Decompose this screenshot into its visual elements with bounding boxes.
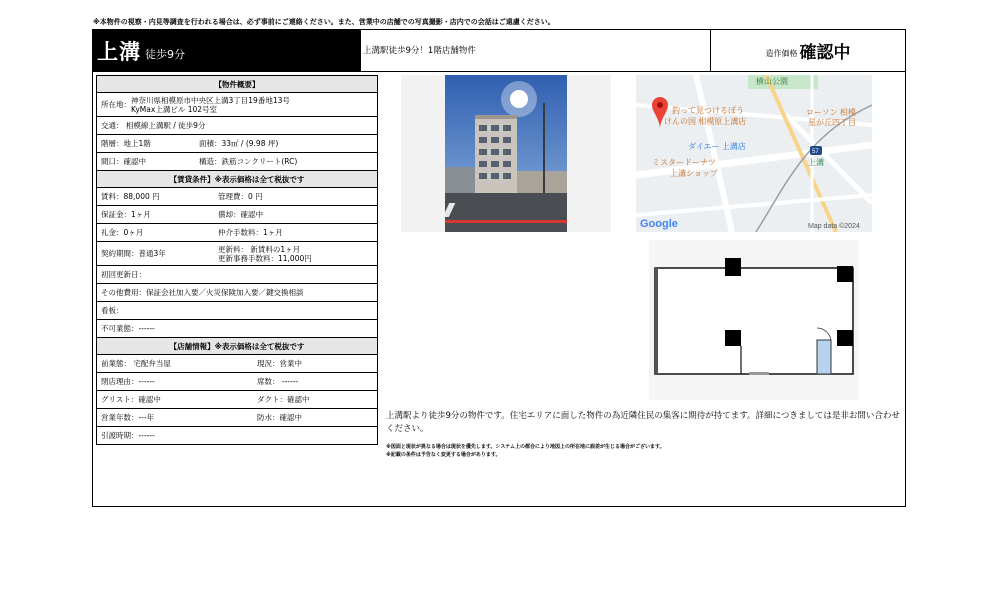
- price-value: 確認中: [799, 43, 851, 63]
- price-label: 造作価格: [765, 48, 798, 58]
- address-value: [131, 96, 290, 114]
- structure: 構造：鉄筋コンクリート(RC): [199, 157, 298, 166]
- station-name: 上溝: [97, 39, 141, 64]
- map-label-hoshigaoka: 星が丘四丁目: [808, 118, 856, 127]
- map-label-lawson: ローソン 相模: [806, 108, 856, 117]
- rent-row: [97, 188, 377, 206]
- map-label-kamimizo: 上溝: [808, 158, 824, 167]
- map-label-daiei: ダイエー 上溝店: [688, 142, 746, 151]
- duct: ダクト：確認中: [257, 395, 310, 404]
- key-money: 礼金：0ヶ月: [101, 228, 144, 237]
- catch-copy: 上溝駅徒歩9分！1階店舗物件: [361, 30, 711, 71]
- handover-row: [97, 427, 377, 445]
- spec-table: [96, 75, 378, 445]
- key-money-row: [97, 224, 377, 242]
- traffic-row: [97, 117, 377, 135]
- disclaimer-notes: [386, 443, 665, 459]
- overview-title: 【物件概要】: [97, 76, 377, 93]
- map-route-57: 57: [812, 149, 819, 155]
- not-allowed: 不可業態：------: [101, 324, 155, 333]
- floor: 階層：地上1階: [101, 139, 151, 148]
- seats: 席数： ------: [257, 377, 299, 386]
- walk-time: 徒歩9分: [145, 47, 185, 61]
- station-block: [93, 30, 361, 71]
- map-label-misdo1: ミスタードーナツ: [652, 158, 716, 167]
- first-renewal-row: [97, 266, 377, 284]
- opening: 間口：確認中: [101, 157, 146, 166]
- amortization: 償却：確認中: [218, 210, 263, 219]
- map-label-park: 横山公園: [756, 77, 788, 86]
- area-map: [636, 75, 872, 232]
- address-line2: KyMax上溝ビル 102号室: [131, 104, 218, 114]
- management-fee: 管理費：0 円: [218, 192, 263, 201]
- waterproof: 防水：確認中: [257, 413, 302, 422]
- price-block: [711, 30, 905, 71]
- handover: 引渡時期：------: [101, 431, 155, 440]
- map-label-shop1: 釣って見つけるぼう: [672, 106, 744, 115]
- prev-business-row: [97, 355, 377, 373]
- other-costs: その他費用：保証会社加入要／火災保険加入要／鍵交換相談: [101, 288, 304, 297]
- brokerage-fee: 仲介手数料：1ヶ月: [218, 228, 283, 237]
- area: 面積：33㎡ / (9.98 坪): [199, 139, 279, 148]
- map-credit: Map data ©2024: [808, 223, 860, 230]
- deposit: 保証金：1ヶ月: [101, 210, 151, 219]
- closing-reason: 閉店理由：------: [101, 377, 155, 386]
- opening-structure-row: [97, 153, 377, 171]
- signboard-row: [97, 302, 377, 320]
- note-2: ※記載の条件は予告なく変更する場合があります。: [386, 452, 501, 458]
- building-photo: [401, 75, 611, 232]
- current-status: 現況：営業中: [257, 359, 302, 368]
- years-row: [97, 409, 377, 427]
- business-years: 営業年数：---年: [101, 413, 155, 422]
- rent: 賃料：88,000 円: [101, 192, 160, 201]
- contract-period: 契約期間：普通3年: [101, 249, 166, 258]
- lease-title: 【賃貸条件】※表示価格は全て税抜です: [97, 171, 377, 188]
- property-sheet: [92, 29, 906, 507]
- renewal-fee-line2: 更新事務手数料：11,000円: [218, 253, 312, 263]
- not-allowed-row: [97, 320, 377, 338]
- floor-plan: [649, 240, 859, 400]
- prev-business: 前業態： 宅配弁当屋: [101, 359, 171, 368]
- floor-area-row: [97, 135, 377, 153]
- traffic: 交通： 相模線上溝駅 / 徒歩9分: [101, 121, 206, 130]
- first-renewal: 初回更新日：: [101, 270, 146, 279]
- contract-row: [97, 242, 377, 266]
- store-title: 【店舗情報】※表示価格は全て税抜です: [97, 338, 377, 355]
- address-label: 所在地：: [101, 100, 131, 109]
- signboard: 看板：: [101, 306, 124, 315]
- map-label-shop2: けんの国 相模原上溝店: [664, 117, 747, 126]
- address-line1: 神奈川県相模原市中央区上溝3丁目19番地13号: [131, 95, 290, 105]
- address-row: [97, 93, 377, 117]
- deposit-row: [97, 206, 377, 224]
- renewal-fee-line1: 更新料： 新賃料の1ヶ月: [218, 244, 301, 254]
- grease-row: [97, 391, 377, 409]
- header: [93, 30, 905, 72]
- grease-trap: グリスト：確認中: [101, 395, 161, 404]
- map-label-misdo2: 上溝ショップ: [670, 169, 718, 178]
- google-logo: Google: [640, 218, 678, 230]
- description: 上溝駅より徒歩9分の物件です。住宅エリアに面した物件の為近隣住民の集客に期待が持てます。詳細につきましては是非お問い合わせください。: [386, 411, 900, 434]
- renewal-fee: [218, 245, 312, 263]
- note-1: ※図面と現状が異なる場合は現状を優先します。システム上の都合により地図上の所在地に誤差が生じる場合がございます。: [386, 444, 665, 450]
- other-costs-row: [97, 284, 377, 302]
- closing-row: [97, 373, 377, 391]
- viewing-notice: ※本物件の視察・内見等調査を行われる場合は、必ず事前にご連絡ください。また、営業中の店舗での写真撮影・店内での会話はご遠慮ください。: [93, 18, 555, 26]
